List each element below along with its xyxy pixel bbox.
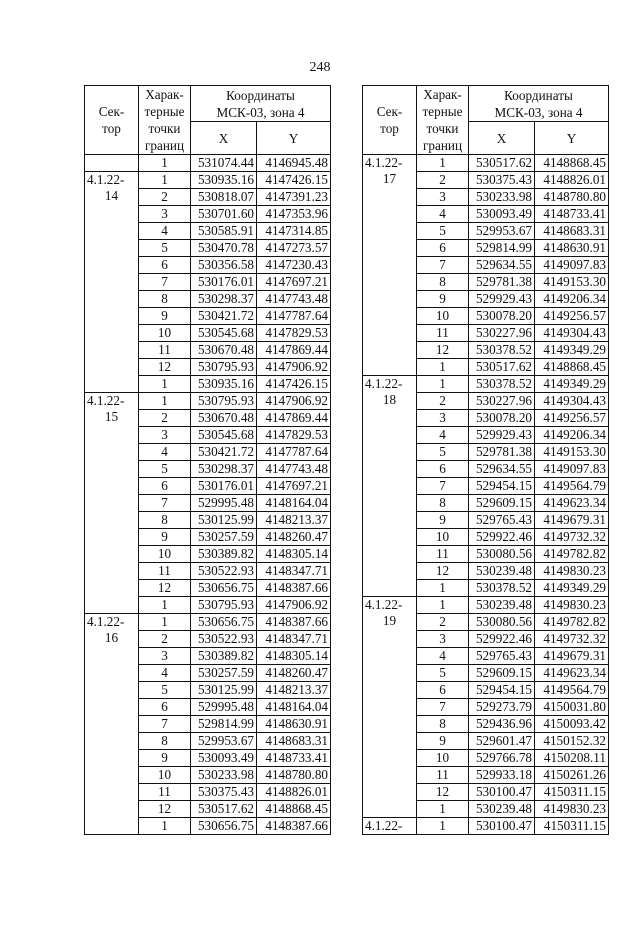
point-number: 7	[139, 274, 191, 291]
x-coordinate: 530257.59	[191, 665, 257, 682]
y-coordinate: 4149349.29	[535, 376, 609, 393]
y-coordinate: 4149564.79	[535, 478, 609, 495]
x-coordinate: 529995.48	[191, 699, 257, 716]
point-number: 11	[417, 325, 469, 342]
x-coordinate: 530795.93	[191, 393, 257, 410]
point-number: 3	[139, 427, 191, 444]
x-coordinate: 529922.46	[469, 529, 535, 546]
point-number: 7	[139, 495, 191, 512]
x-coordinate: 529634.55	[469, 461, 535, 478]
y-coordinate: 4149256.57	[535, 410, 609, 427]
x-coordinate: 530227.96	[469, 325, 535, 342]
table-row	[363, 818, 609, 835]
y-coordinate: 4149623.34	[535, 665, 609, 682]
x-coordinate: 529995.48	[191, 495, 257, 512]
coordinates-table-right	[362, 85, 609, 835]
x-coordinate: 529436.96	[469, 716, 535, 733]
point-number: 2	[139, 631, 191, 648]
point-number: 1	[417, 359, 469, 376]
sector-label: 4.1.22-	[87, 614, 125, 629]
point-number: 6	[417, 240, 469, 257]
x-coordinate: 530935.16	[191, 376, 257, 393]
header-x: X	[469, 122, 535, 155]
x-coordinate: 530239.48	[469, 801, 535, 818]
x-coordinate: 529929.43	[469, 427, 535, 444]
y-coordinate: 4148868.45	[535, 155, 609, 172]
x-coordinate: 530545.68	[191, 325, 257, 342]
y-coordinate: 4148683.31	[535, 223, 609, 240]
x-coordinate: 530239.48	[469, 563, 535, 580]
point-number: 1	[139, 172, 191, 189]
x-coordinate: 530298.37	[191, 291, 257, 308]
point-number: 8	[139, 512, 191, 529]
point-number: 6	[139, 699, 191, 716]
point-number: 4	[139, 223, 191, 240]
sector-label: 4.1.22-	[87, 393, 125, 408]
point-number: 9	[139, 308, 191, 325]
point-number: 5	[139, 240, 191, 257]
y-coordinate: 4147829.53	[257, 427, 331, 444]
x-coordinate: 530176.01	[191, 274, 257, 291]
x-coordinate: 529929.43	[469, 291, 535, 308]
y-coordinate: 4149153.30	[535, 444, 609, 461]
x-coordinate: 530125.99	[191, 682, 257, 699]
point-number: 7	[417, 257, 469, 274]
x-coordinate: 529454.15	[469, 478, 535, 495]
point-number: 7	[139, 716, 191, 733]
y-coordinate: 4149153.30	[535, 274, 609, 291]
x-coordinate: 530421.72	[191, 308, 257, 325]
point-number: 4	[417, 206, 469, 223]
sector-label: 4.1.22-	[365, 818, 403, 833]
point-number: 8	[139, 733, 191, 750]
point-number: 1	[139, 393, 191, 410]
x-coordinate: 529601.47	[469, 733, 535, 750]
point-number: 1	[139, 376, 191, 393]
point-number: 9	[417, 733, 469, 750]
point-number: 1	[417, 580, 469, 597]
x-coordinate: 530795.93	[191, 359, 257, 376]
x-coordinate: 530257.59	[191, 529, 257, 546]
y-coordinate: 4149679.31	[535, 648, 609, 665]
point-number: 8	[139, 291, 191, 308]
point-number: 1	[139, 614, 191, 631]
point-number: 6	[139, 257, 191, 274]
y-coordinate: 4148733.41	[257, 750, 331, 767]
y-coordinate: 4148780.80	[535, 189, 609, 206]
point-number: 11	[139, 563, 191, 580]
y-coordinate: 4149349.29	[535, 580, 609, 597]
y-coordinate: 4147697.21	[257, 274, 331, 291]
y-coordinate: 4150152.32	[535, 733, 609, 750]
x-coordinate: 530375.43	[191, 784, 257, 801]
sector-label: 4.1.22-	[365, 597, 403, 612]
header-points: Харак- терные точки границ	[417, 86, 469, 155]
point-number: 11	[139, 342, 191, 359]
x-coordinate: 530100.47	[469, 784, 535, 801]
x-coordinate: 530517.62	[469, 155, 535, 172]
point-number: 6	[139, 478, 191, 495]
y-coordinate: 4150208.11	[535, 750, 609, 767]
y-coordinate: 4148868.45	[257, 801, 331, 818]
page-number: 248	[309, 60, 331, 75]
point-number: 10	[417, 529, 469, 546]
x-coordinate: 530080.56	[469, 614, 535, 631]
point-number: 8	[417, 274, 469, 291]
x-coordinate: 530935.16	[191, 172, 257, 189]
table-row	[85, 393, 331, 410]
x-coordinate: 530375.43	[469, 172, 535, 189]
x-coordinate: 530239.48	[469, 597, 535, 614]
y-coordinate: 4149256.57	[535, 308, 609, 325]
sector-cell	[85, 155, 139, 172]
y-coordinate: 4147743.48	[257, 291, 331, 308]
y-coordinate: 4147869.44	[257, 410, 331, 427]
point-number: 5	[417, 665, 469, 682]
point-number: 12	[139, 801, 191, 818]
x-coordinate: 529609.15	[469, 495, 535, 512]
point-number: 2	[417, 393, 469, 410]
y-coordinate: 4147230.43	[257, 257, 331, 274]
point-number: 3	[139, 648, 191, 665]
table-row	[85, 155, 331, 172]
y-coordinate: 4149623.34	[535, 495, 609, 512]
x-coordinate: 530522.93	[191, 631, 257, 648]
y-coordinate: 4149564.79	[535, 682, 609, 699]
x-coordinate: 529454.15	[469, 682, 535, 699]
sector-cell	[363, 155, 417, 376]
x-coordinate: 530078.20	[469, 410, 535, 427]
y-coordinate: 4150311.15	[535, 818, 609, 835]
y-coordinate: 4147829.53	[257, 325, 331, 342]
header-y: Y	[535, 122, 609, 155]
header-coordinates: Координаты МСК-03, зона 4	[469, 86, 609, 122]
point-number: 1	[417, 818, 469, 835]
y-coordinate: 4148347.71	[257, 631, 331, 648]
point-number: 4	[139, 444, 191, 461]
x-coordinate: 530100.47	[469, 818, 535, 835]
x-coordinate: 530378.52	[469, 580, 535, 597]
point-number: 9	[417, 512, 469, 529]
x-coordinate: 529609.15	[469, 665, 535, 682]
point-number: 1	[417, 597, 469, 614]
y-coordinate: 4148387.66	[257, 580, 331, 597]
y-coordinate: 4150093.42	[535, 716, 609, 733]
y-coordinate: 4148213.37	[257, 512, 331, 529]
x-coordinate: 529765.43	[469, 648, 535, 665]
point-number: 1	[139, 597, 191, 614]
x-coordinate: 529765.43	[469, 512, 535, 529]
y-coordinate: 4149097.83	[535, 461, 609, 478]
y-coordinate: 4148164.04	[257, 495, 331, 512]
y-coordinate: 4150261.26	[535, 767, 609, 784]
point-number: 1	[417, 155, 469, 172]
x-coordinate: 531074.44	[191, 155, 257, 172]
y-coordinate: 4149782.82	[535, 614, 609, 631]
point-number: 9	[417, 291, 469, 308]
point-number: 11	[139, 784, 191, 801]
y-coordinate: 4147906.92	[257, 393, 331, 410]
x-coordinate: 530517.62	[191, 801, 257, 818]
x-coordinate: 529933.18	[469, 767, 535, 784]
point-number: 1	[417, 376, 469, 393]
point-number: 2	[139, 189, 191, 206]
header-sector: Сек- тор	[363, 86, 417, 155]
header-coordinates: Координаты МСК-03, зона 4	[191, 86, 331, 122]
x-coordinate: 530176.01	[191, 478, 257, 495]
point-number: 12	[139, 359, 191, 376]
table-row	[363, 376, 609, 393]
y-coordinate: 4148213.37	[257, 682, 331, 699]
x-coordinate: 530298.37	[191, 461, 257, 478]
x-coordinate: 530378.52	[469, 376, 535, 393]
header-points: Харак- терные точки границ	[139, 86, 191, 155]
x-coordinate: 529273.79	[469, 699, 535, 716]
sector-label: 14	[104, 188, 119, 203]
x-coordinate: 530517.62	[469, 359, 535, 376]
y-coordinate: 4149097.83	[535, 257, 609, 274]
x-coordinate: 529814.99	[469, 240, 535, 257]
point-number: 5	[139, 682, 191, 699]
x-coordinate: 530356.58	[191, 257, 257, 274]
point-number: 9	[139, 750, 191, 767]
point-number: 10	[417, 308, 469, 325]
point-number: 1	[417, 801, 469, 818]
x-coordinate: 530701.60	[191, 206, 257, 223]
sector-label: 15	[104, 409, 119, 424]
table-row	[85, 172, 331, 189]
y-coordinate: 4149782.82	[535, 546, 609, 563]
x-coordinate: 530656.75	[191, 580, 257, 597]
y-coordinate: 4149830.23	[535, 597, 609, 614]
header-y: Y	[257, 122, 331, 155]
y-coordinate: 4147787.64	[257, 308, 331, 325]
y-coordinate: 4147426.15	[257, 376, 331, 393]
x-coordinate: 530233.98	[191, 767, 257, 784]
y-coordinate: 4148305.14	[257, 546, 331, 563]
y-coordinate: 4147697.21	[257, 478, 331, 495]
point-number: 12	[417, 784, 469, 801]
y-coordinate: 4147787.64	[257, 444, 331, 461]
table-row	[363, 597, 609, 614]
y-coordinate: 4147906.92	[257, 359, 331, 376]
y-coordinate: 4148630.91	[535, 240, 609, 257]
point-number: 5	[417, 444, 469, 461]
y-coordinate: 4148733.41	[535, 206, 609, 223]
sector-cell	[85, 393, 139, 614]
y-coordinate: 4149732.32	[535, 529, 609, 546]
sector-cell	[85, 172, 139, 393]
x-coordinate: 529781.38	[469, 444, 535, 461]
point-number: 1	[139, 155, 191, 172]
point-number: 11	[417, 767, 469, 784]
sector-label: 17	[382, 171, 397, 186]
sector-label: 4.1.22-	[87, 172, 125, 187]
point-number: 2	[139, 410, 191, 427]
x-coordinate: 530656.75	[191, 614, 257, 631]
point-number: 3	[417, 189, 469, 206]
y-coordinate: 4149679.31	[535, 512, 609, 529]
point-number: 10	[139, 767, 191, 784]
point-number: 4	[417, 427, 469, 444]
y-coordinate: 4148260.47	[257, 665, 331, 682]
point-number: 3	[417, 410, 469, 427]
x-coordinate: 530093.49	[469, 206, 535, 223]
x-coordinate: 530795.93	[191, 597, 257, 614]
x-coordinate: 530093.49	[191, 750, 257, 767]
point-number: 5	[139, 461, 191, 478]
point-number: 11	[417, 546, 469, 563]
x-coordinate: 530078.20	[469, 308, 535, 325]
sector-cell	[363, 818, 417, 835]
point-number: 5	[417, 223, 469, 240]
point-number: 7	[417, 478, 469, 495]
point-number: 12	[139, 580, 191, 597]
point-number: 1	[139, 818, 191, 835]
y-coordinate: 4150031.80	[535, 699, 609, 716]
x-coordinate: 530233.98	[469, 189, 535, 206]
x-coordinate: 530470.78	[191, 240, 257, 257]
y-coordinate: 4147314.85	[257, 223, 331, 240]
sector-label: 16	[104, 630, 119, 645]
sector-cell	[363, 597, 417, 818]
y-coordinate: 4147273.57	[257, 240, 331, 257]
point-number: 10	[417, 750, 469, 767]
y-coordinate: 4147426.15	[257, 172, 331, 189]
sector-label: 4.1.22-	[365, 155, 403, 170]
x-coordinate: 530656.75	[191, 818, 257, 835]
x-coordinate: 529634.55	[469, 257, 535, 274]
table-row	[363, 155, 609, 172]
x-coordinate: 530670.48	[191, 342, 257, 359]
x-coordinate: 530378.52	[469, 342, 535, 359]
y-coordinate: 4148260.47	[257, 529, 331, 546]
y-coordinate: 4149206.34	[535, 291, 609, 308]
x-coordinate: 530670.48	[191, 410, 257, 427]
y-coordinate: 4149732.32	[535, 631, 609, 648]
y-coordinate: 4148780.80	[257, 767, 331, 784]
y-coordinate: 4148387.66	[257, 818, 331, 835]
x-coordinate: 530522.93	[191, 563, 257, 580]
sector-label: 18	[382, 392, 397, 407]
sector-label: 4.1.22-	[365, 376, 403, 391]
table-row	[85, 614, 331, 631]
y-coordinate: 4150311.15	[535, 784, 609, 801]
y-coordinate: 4149830.23	[535, 563, 609, 580]
y-coordinate: 4149304.43	[535, 325, 609, 342]
header-x: X	[191, 122, 257, 155]
y-coordinate: 4148868.45	[535, 359, 609, 376]
point-number: 12	[417, 342, 469, 359]
y-coordinate: 4148826.01	[535, 172, 609, 189]
point-number: 9	[139, 529, 191, 546]
y-coordinate: 4147353.96	[257, 206, 331, 223]
y-coordinate: 4147391.23	[257, 189, 331, 206]
x-coordinate: 530227.96	[469, 393, 535, 410]
point-number: 6	[417, 682, 469, 699]
y-coordinate: 4149304.43	[535, 393, 609, 410]
x-coordinate: 529922.46	[469, 631, 535, 648]
y-coordinate: 4149206.34	[535, 427, 609, 444]
y-coordinate: 4148826.01	[257, 784, 331, 801]
x-coordinate: 530421.72	[191, 444, 257, 461]
coordinates-table-left	[84, 85, 331, 835]
point-number: 4	[417, 648, 469, 665]
y-coordinate: 4148387.66	[257, 614, 331, 631]
point-number: 3	[139, 206, 191, 223]
x-coordinate: 530080.56	[469, 546, 535, 563]
point-number: 2	[417, 172, 469, 189]
point-number: 8	[417, 716, 469, 733]
x-coordinate: 530818.07	[191, 189, 257, 206]
point-number: 6	[417, 461, 469, 478]
sector-cell	[85, 614, 139, 835]
y-coordinate: 4147869.44	[257, 342, 331, 359]
point-number: 2	[417, 614, 469, 631]
x-coordinate: 530585.91	[191, 223, 257, 240]
header-sector: Сек- тор	[85, 86, 139, 155]
point-number: 10	[139, 325, 191, 342]
y-coordinate: 4148630.91	[257, 716, 331, 733]
point-number: 8	[417, 495, 469, 512]
y-coordinate: 4149349.29	[535, 342, 609, 359]
y-coordinate: 4148305.14	[257, 648, 331, 665]
x-coordinate: 529953.67	[469, 223, 535, 240]
point-number: 7	[417, 699, 469, 716]
sector-cell	[363, 376, 417, 597]
y-coordinate: 4148683.31	[257, 733, 331, 750]
point-number: 12	[417, 563, 469, 580]
x-coordinate: 530389.82	[191, 546, 257, 563]
x-coordinate: 530545.68	[191, 427, 257, 444]
y-coordinate: 4149830.23	[535, 801, 609, 818]
y-coordinate: 4148164.04	[257, 699, 331, 716]
point-number: 3	[417, 631, 469, 648]
y-coordinate: 4148347.71	[257, 563, 331, 580]
point-number: 4	[139, 665, 191, 682]
y-coordinate: 4147906.92	[257, 597, 331, 614]
y-coordinate: 4146945.48	[257, 155, 331, 172]
x-coordinate: 529781.38	[469, 274, 535, 291]
x-coordinate: 529814.99	[191, 716, 257, 733]
y-coordinate: 4147743.48	[257, 461, 331, 478]
sector-label: 19	[382, 613, 397, 628]
x-coordinate: 529953.67	[191, 733, 257, 750]
x-coordinate: 530125.99	[191, 512, 257, 529]
point-number: 10	[139, 546, 191, 563]
x-coordinate: 530389.82	[191, 648, 257, 665]
x-coordinate: 529766.78	[469, 750, 535, 767]
